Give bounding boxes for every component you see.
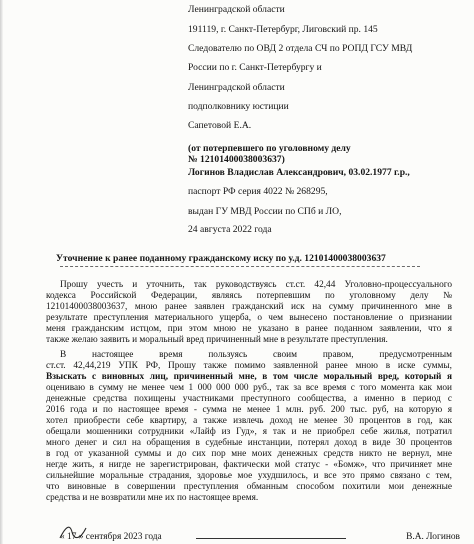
addressee-line: подполковнику юстиции — [188, 101, 289, 112]
paragraph-line: 2016 года и по настоящее время - сумма не менее 1 млн. руб. 200 тыс. руб, на которую я — [46, 405, 452, 415]
paragraph-line: Прошу учесть и уточнить, так руководствуясь ст.ст. 42,44 Уголовно-процессуального — [60, 280, 452, 290]
paragraph-line: Взыскать с виновных лиц, причиненный мне, в том числе моральный вред, который я — [46, 372, 452, 382]
sender-line: Логинов Владислав Александрович, 03.02.1977 г.р., — [188, 167, 410, 178]
addressee-line: Сапетовой Е.А. — [188, 120, 252, 131]
sender-line: (от потерпевшего по уголовному делу — [188, 143, 351, 154]
paragraph-line: что виновные в совершении преступления обманным способом похитили мои денежные — [46, 482, 452, 492]
signature-name: В.А. Логинов — [406, 532, 460, 542]
signature-line — [196, 538, 346, 539]
scan-edge — [0, 0, 3, 544]
paragraph-line: денежные средства похищены участниками преступного сообщества, а именно в период с — [46, 394, 452, 404]
paragraph-line: сильнейшие моральные страдания, здоровье мое ухудшилось, и все это прямо связано с тем, — [46, 471, 452, 481]
addressee-line: России по г. Санкт-Петербургу и — [188, 62, 322, 73]
document-title: Уточнение к ранее поданному гражданскому иску по у.д. 12101400038003637 — [56, 253, 386, 264]
signature-row — [60, 530, 460, 544]
sender-line: паспорт РФ серия 4022 № 268295, — [188, 186, 328, 197]
addressee-line: Ленинградской области — [188, 4, 285, 15]
paragraph-line: 12101400038003637, мною ранее заявлен гражданский иск на сумму причиненного мне в — [46, 302, 452, 312]
paragraph-line: негде жить, я нигде не зарегистрирован, фактически мой статус - «Бомж», что причиняет мне — [46, 460, 452, 470]
paragraph-line: оцениваю в сумму не менее чем 1 000 000 000 руб., так за все время с того момента как мои — [46, 383, 452, 393]
sender-line: выдан ГУ МВД России по СПб и ЛО, — [188, 206, 342, 217]
title-divider — [60, 266, 420, 267]
addressee-line: Следователю по ОВД 2 отдела СЧ по РОПД ГСУ МВД — [188, 43, 413, 54]
addressee-line: Ленинградской области — [188, 82, 285, 93]
paragraph-line: много денег и сил на обращения в судебные инстанции, потерял доход в виде 30 процентов — [46, 438, 452, 448]
sender-line: 24 августа 2022 года — [188, 224, 272, 235]
paragraph-line: обещали мошенники сотрудники «Лайф из Гуд», я так и не приобрел себе жилья, потратил — [46, 427, 452, 437]
paragraph-line: хотел приобрести себе квартиру, а также извлечь доход не менее 30 процентов в год, как — [46, 416, 452, 426]
paragraph-line: средства и не возвратили мне их по настоящее время. — [46, 493, 259, 503]
addressee-line: 191119, г. Санкт-Петербург, Лиговский пр. 145 — [188, 24, 378, 35]
paragraph-line: кодекса Российской Федерации, являясь потерпевшим по уголовному делу № — [46, 291, 452, 301]
signature-date: « 17 » сентября 2023 года — [60, 532, 162, 542]
paragraph-line: меня гражданским истцом, при этом мною не указано в ранее поданном заявлении, что я — [46, 324, 452, 334]
paragraph-line: В настоящее время пользуясь своим правом, предусмотренным — [60, 350, 452, 360]
paragraph-line: ст.ст. 42,44,219 УПК РФ, Прошу также помимо заявленной ранее мною в иске суммы, — [46, 361, 452, 371]
sender-line: № 12101400038003637) — [188, 154, 285, 165]
paragraph-line: результате преступления материального ущерба, о чем вынесено постановление о признании — [46, 313, 452, 323]
paragraph-line: также желаю заявить и моральный вред причиненный мне в результате преступления. — [46, 335, 388, 345]
paragraph-line: в год от указанной суммы и до сих пор мне моих денежных средств никто не вернул, мне — [46, 449, 452, 459]
